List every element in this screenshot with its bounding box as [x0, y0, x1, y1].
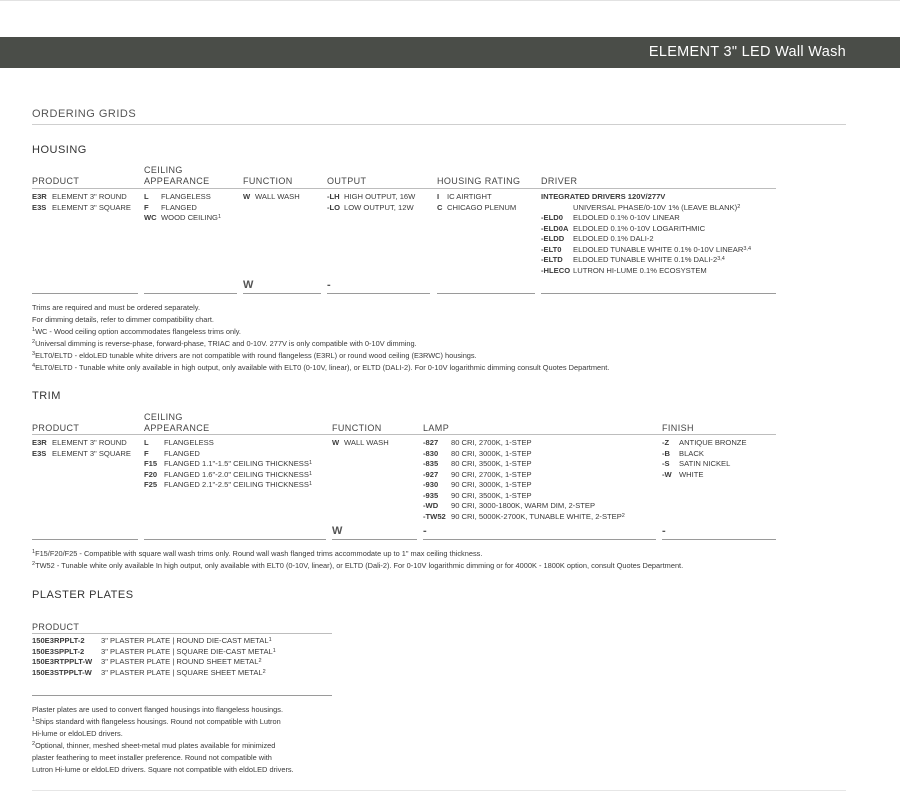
list-item: -ELD0 ELDOLED 0.1% 0-10V LINEAR [541, 213, 680, 222]
list-item: -ELTD ELDOLED TUNABLE WHITE 0.1% DALI-2$^{3,4}$ [541, 255, 725, 264]
trim-note: $^2$TW52 - Tunable white only available In high output, only available with ELT0 (0-10V, linear), or ELTD (Dali-2). For 0-10V logarithmic dimming or for 4000K - 1800K option, consult Quotes Department. [32, 561, 684, 570]
list-item: I IC AIRTIGHT [437, 192, 492, 201]
plaster-title: PLASTER PLATES [32, 589, 134, 601]
list-item: F FLANGED [144, 202, 197, 212]
list-item: -TW52 90 CRI, 5000K-2700K, TUNABLE WHITE, 2-STEP$^2$ [423, 511, 625, 521]
list-item: -HLECO LUTRON HI-LUME 0.1% ECOSYSTEM [541, 265, 707, 275]
list-item: -ELDD ELDOLED 0.1% DALI-2 [541, 234, 654, 243]
plaster-product-header: PRODUCT [32, 622, 80, 632]
trim-function-value: W [332, 525, 343, 537]
plaster-product-blank[interactable] [32, 695, 332, 696]
plaster-note: plaster feathering to meet installer preference. Round not compatible with [32, 753, 272, 762]
trim-function-header: FUNCTION [332, 423, 382, 433]
list-item: W WALL WASH [243, 192, 300, 201]
trim-lamp-header: LAMP [423, 423, 450, 433]
trim-finish-value: - [662, 525, 666, 537]
trim-function-blank[interactable] [332, 539, 417, 540]
plaster-header-rule [32, 633, 332, 634]
list-item: 150E3SPPLT-2 3" PLASTER PLATE | SQUARE DIE-CAST METAL$^1$ [32, 646, 276, 656]
list-item: -LO LOW OUTPUT, 12W [327, 202, 414, 212]
housing-ceiling-header-1: CEILING [144, 165, 183, 175]
list-item: E3S ELEMENT 3" SQUARE [32, 448, 131, 458]
housing-ceiling-blank[interactable] [144, 293, 237, 294]
list-item: -935 90 CRI, 3500K, 1-STEP [423, 490, 532, 500]
list-item: E3R ELEMENT 3" ROUND [32, 438, 127, 447]
plaster-note: Plaster plates are used to convert flanged housings into flangeless housings. [32, 705, 284, 714]
trim-title: TRIM [32, 390, 61, 402]
plaster-note: $^2$Optional, thinner, meshed sheet-metal mud plates available for minimized [32, 741, 276, 750]
housing-output-value: - [327, 279, 331, 291]
list-item: -ELD0A ELDOLED 0.1% 0-10V LOGARITHMIC [541, 223, 706, 233]
housing-output-blank[interactable] [327, 293, 430, 294]
housing-note: $^2$Universal dimming is reverse-phase, forward-phase, TRIAC and 0-10V. 277V is only compatible with 0-10V dimming. [32, 339, 417, 348]
list-item: F15 FLANGED 1.1"-1.5" CEILING THICKNESS$^1$ [144, 459, 312, 468]
list-item: UNIVERSAL PHASE/0-10V 1% (LEAVE BLANK)$^2$ [573, 202, 741, 212]
page-title: ELEMENT 3" LED Wall Wash [648, 44, 846, 60]
housing-driver-header: DRIVER [541, 176, 578, 186]
housing-ceiling-header-2: APPEARANCE [144, 176, 210, 186]
list-item: -LH HIGH OUTPUT, 16W [327, 192, 416, 201]
list-item: -S SATIN NICKEL [662, 459, 731, 468]
trim-finish-blank[interactable] [662, 539, 776, 540]
bottom-divider [32, 790, 846, 791]
driver-group-label: INTEGRATED DRIVERS 120V/277V [541, 192, 666, 201]
housing-header-rule [32, 188, 776, 189]
list-item: E3S ELEMENT 3" SQUARE [32, 202, 131, 212]
list-item: F FLANGED [144, 448, 200, 458]
list-item: -930 90 CRI, 3000K, 1-STEP [423, 480, 532, 489]
trim-ceiling-header-2: APPEARANCE [144, 423, 210, 433]
trim-ceiling-header-1: CEILING [144, 412, 183, 422]
housing-product-header: PRODUCT [32, 176, 80, 186]
list-item: WC WOOD CEILING$^1$ [144, 213, 222, 222]
trim-header-rule [32, 434, 776, 435]
list-item: -B BLACK [662, 448, 704, 458]
trim-finish-header: FINISH [662, 423, 694, 433]
housing-note: For dimming details, refer to dimmer compatibility chart. [32, 315, 214, 324]
list-item: -835 80 CRI, 3500K, 1-STEP [423, 459, 532, 468]
plaster-note: $^1$Ships standard with flangeless housings. Round not compatible with Lutron [32, 717, 281, 726]
list-item: F25 FLANGED 2.1"-2.5" CEILING THICKNESS$^1$ [144, 480, 312, 489]
list-item: 150E3RTPPLT-W 3" PLASTER PLATE | ROUND SHEET METAL$^2$ [32, 657, 262, 666]
housing-product-blank[interactable] [32, 293, 138, 294]
list-item: -Z ANTIQUE BRONZE [662, 438, 747, 447]
housing-driver-blank[interactable] [541, 293, 776, 294]
header-banner [0, 37, 900, 68]
housing-function-header: FUNCTION [243, 176, 293, 186]
housing-note: Trims are required and must be ordered separately. [32, 303, 201, 312]
trim-lamp-value: - [423, 525, 427, 537]
trim-product-header: PRODUCT [32, 423, 80, 433]
ordering-grids-rule [32, 124, 846, 125]
housing-rating-blank[interactable] [437, 293, 535, 294]
list-item: C CHICAGO PLENUM [437, 202, 517, 212]
list-item: F20 FLANGED 1.6"-2.0" CEILING THICKNESS$^1$ [144, 469, 312, 479]
trim-ceiling-blank[interactable] [144, 539, 326, 540]
list-item: -W WHITE [662, 469, 704, 479]
list-item: -ELT0 ELDOLED TUNABLE WHITE 0.1% 0-10V LINEAR$^{3,4}$ [541, 244, 752, 254]
list-item: E3R ELEMENT 3" ROUND [32, 192, 127, 201]
trim-product-blank[interactable] [32, 539, 138, 540]
housing-function-value: W [243, 279, 254, 291]
housing-function-blank[interactable] [243, 293, 321, 294]
top-divider [0, 0, 900, 1]
housing-note: $^3$ELT0/ELTD - eldoLED tunable white drivers are not compatible with round flangeless (E3RL) or round wood ceiling (E3RWC) housings. [32, 351, 477, 360]
list-item: L FLANGELESS [144, 438, 214, 447]
list-item: 150E3RPPLT-2 3" PLASTER PLATE | ROUND DIE-CAST METAL$^1$ [32, 636, 272, 645]
trim-note: $^1$F15/F20/F25 - Compatible with square wall wash trims only. Round wall wash flanged trims accommodate up to 1" max ceiling thickness. [32, 549, 483, 558]
housing-note: $^1$WC - Wood ceiling option accommodates flangeless trims only. [32, 327, 241, 336]
ordering-grids-title: ORDERING GRIDS [32, 108, 137, 120]
list-item: -927 90 CRI, 2700K, 1-STEP [423, 469, 532, 479]
plaster-note: Lutron Hi-lume or eldoLED drivers. Square not compatible with eldoLED drivers. [32, 765, 294, 774]
list-item: 150E3STPPLT-W 3" PLASTER PLATE | SQUARE SHEET METAL$^2$ [32, 667, 266, 677]
list-item: -WD 90 CRI, 3000-1800K, WARM DIM, 2-STEP [423, 501, 596, 510]
list-item: L FLANGELESS [144, 192, 211, 201]
plaster-note: Hi-lume or eldoLED drivers. [32, 729, 123, 738]
housing-output-header: OUTPUT [327, 176, 367, 186]
list-item: W WALL WASH [332, 438, 389, 447]
housing-rating-header: HOUSING RATING [437, 176, 521, 186]
list-item: -830 80 CRI, 3000K, 1-STEP [423, 448, 532, 458]
trim-lamp-blank[interactable] [423, 539, 656, 540]
housing-note: $^4$ELT0/ELTD - Tunable white only available in high output, only available with ELT0 (0-10V, linear), or ELTD (DALI-2). For 0-10V logarithmic dimming consult Quotes Department. [32, 363, 610, 372]
housing-title: HOUSING [32, 144, 87, 156]
list-item: -827 80 CRI, 2700K, 1-STEP [423, 438, 532, 447]
